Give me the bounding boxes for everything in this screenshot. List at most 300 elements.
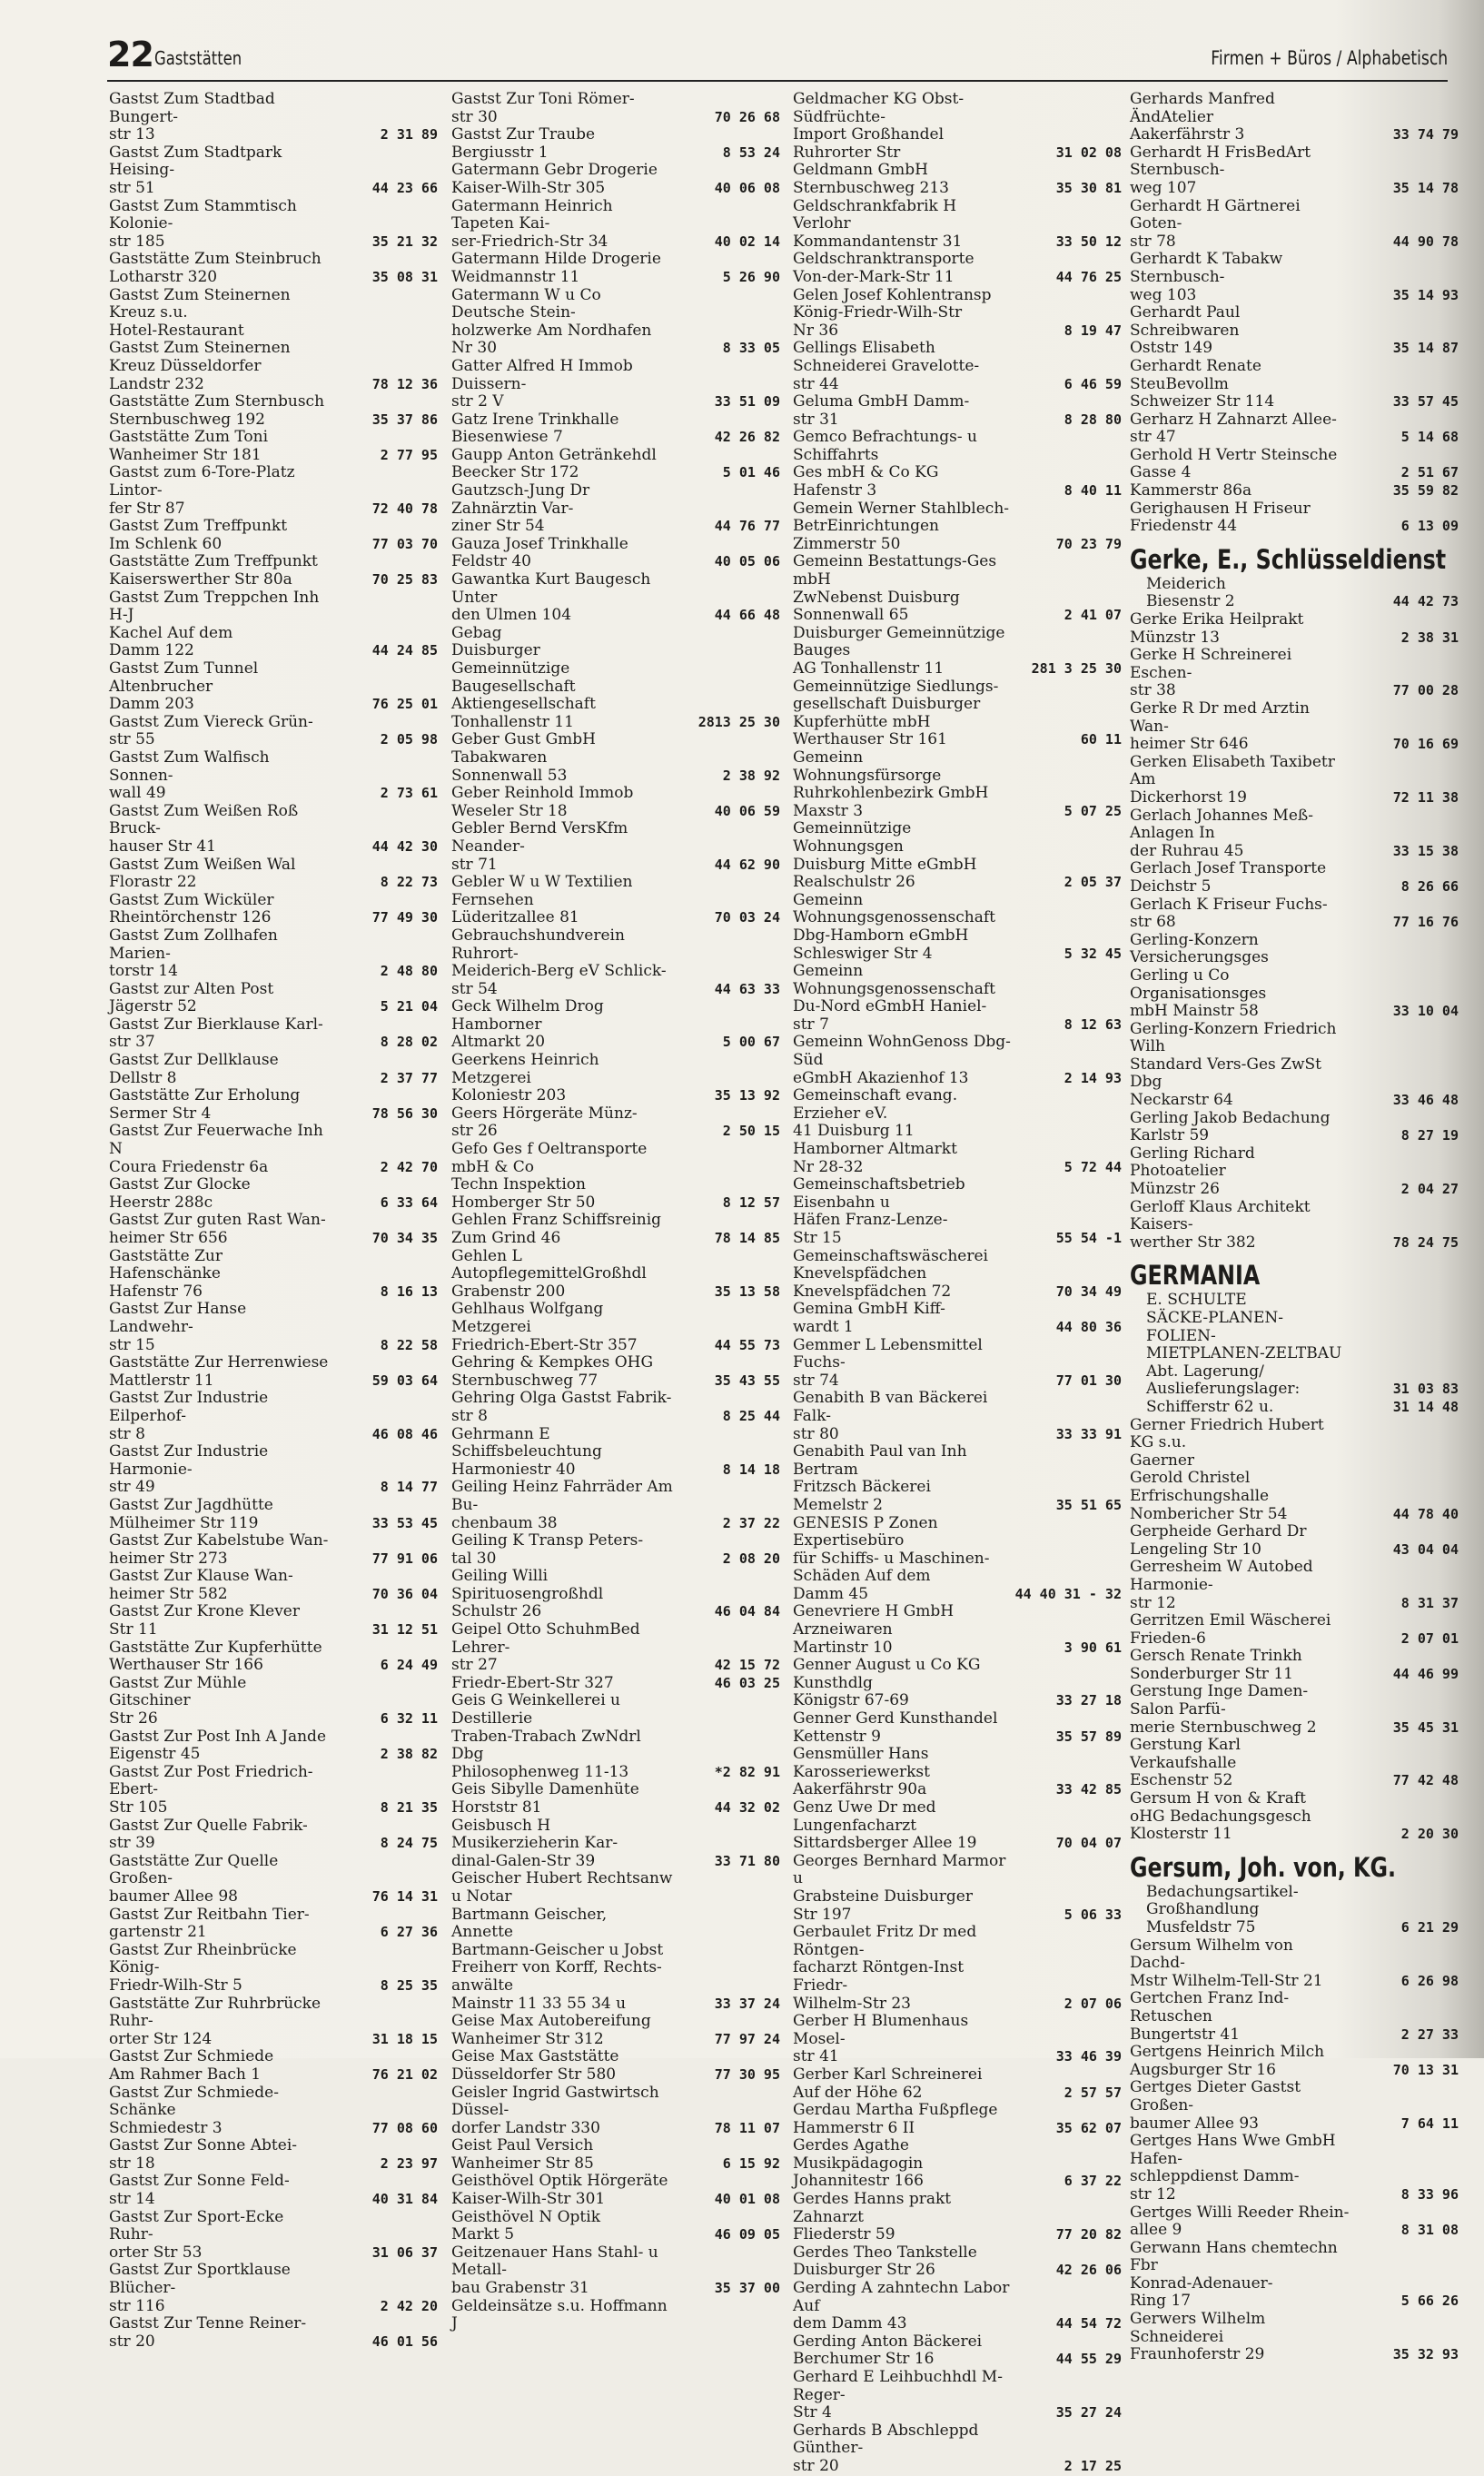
listing-entry bbox=[451, 126, 780, 162]
listing-entry bbox=[109, 1497, 438, 1532]
listing-text: Gerken Elisabeth Taxibetr Am Dickerhorst 19 bbox=[1130, 752, 1335, 807]
phone-number: 5 14 68 bbox=[1400, 429, 1459, 446]
phone-number: 33 46 48 bbox=[1392, 1092, 1459, 1109]
listing-text: Gastst Zur Reitbahn Tier- gartenstr 21 bbox=[109, 1905, 310, 1942]
listing-entry bbox=[109, 1728, 438, 1764]
phone-number: 40 02 14 bbox=[714, 233, 780, 250]
phone-number: 5 01 46 bbox=[722, 464, 780, 481]
listing-entry bbox=[1130, 1790, 1459, 1844]
listing-entry bbox=[793, 963, 1122, 1034]
phone-number: 8 31 37 bbox=[1400, 1594, 1459, 1611]
listing-entry bbox=[793, 1301, 1122, 1336]
phone-number: 77 01 30 bbox=[1055, 1372, 1122, 1389]
page-number: 22 bbox=[107, 35, 153, 74]
listing-entry bbox=[451, 2209, 780, 2244]
listing-text: Geldschrankfabrik H Verlohr Kommandantenstr 31 bbox=[793, 196, 963, 251]
listing-entry bbox=[451, 251, 780, 286]
listing-text: Gerold Christel Erfrischungshalle Nombericher Str 54 bbox=[1130, 1469, 1288, 1523]
phone-number: 44 40 31 - 32 bbox=[1014, 1585, 1122, 1602]
phone-number: 78 24 75 bbox=[1392, 1233, 1459, 1251]
phone-number: 70 36 04 bbox=[371, 1585, 438, 1602]
listing-entry bbox=[793, 1799, 1122, 1853]
phone-number: 44 55 73 bbox=[714, 1336, 780, 1353]
listing-entry bbox=[109, 1390, 438, 1443]
listing-text: Gerdes Agathe Musikpädagogin Johannitestr 166 bbox=[793, 2136, 924, 2191]
phone-number: 2813 25 30 bbox=[697, 713, 780, 730]
listing-entry bbox=[109, 393, 438, 429]
listing-text: Gastst Zur Mühle Gitschiner Str 26 bbox=[109, 1673, 247, 1728]
listing-entry bbox=[793, 1853, 1122, 1924]
listing-text: Geipel Otto SchuhmBed Lehrer- str 27 bbox=[451, 1620, 640, 1675]
listing-entry bbox=[109, 1248, 438, 1302]
listing-text: Gerhardt H Gärtnerei Goten- str 78 bbox=[1130, 196, 1301, 251]
phone-number: 33 46 39 bbox=[1055, 2048, 1122, 2065]
listing-entry bbox=[1130, 144, 1459, 198]
phone-number: *2 82 91 bbox=[714, 1763, 780, 1780]
listing-text: Gastst Zum Steinernen Kreuz Düsseldorfer Landstr 232 bbox=[109, 339, 291, 393]
phone-number: 8 53 24 bbox=[722, 144, 780, 161]
listing-entry bbox=[451, 1479, 780, 1532]
listing-entry bbox=[109, 1603, 438, 1639]
phone-number: 46 08 46 bbox=[371, 1425, 438, 1442]
listing-entry bbox=[1130, 700, 1459, 754]
listing-text: Geck Wilhelm Drog Hamborner Altmarkt 20 bbox=[451, 997, 604, 1052]
listing-entry bbox=[109, 2173, 438, 2208]
listing-text: Gaststätte Zur Quelle Großen- baumer Allee 98 bbox=[109, 1851, 279, 1906]
listing-text: Gastst Zur Feuerwache Inh N Coura Friedenstr 6a bbox=[109, 1122, 323, 1176]
listing-entry bbox=[451, 411, 780, 447]
listing-text: Geiling Heinz Fahrräder Am Bu- chenbaum 38 bbox=[451, 1478, 673, 1532]
phone-number: 31 02 08 bbox=[1055, 144, 1122, 161]
phone-number: 2 04 27 bbox=[1400, 1181, 1459, 1198]
phone-number: 2 73 61 bbox=[380, 785, 438, 802]
listing-entry bbox=[1130, 447, 1459, 482]
phone-number: 33 53 45 bbox=[371, 1514, 438, 1531]
listing-entry bbox=[451, 731, 780, 785]
listing-text: Geise Max Gaststätte Düsseldorfer Str 580 bbox=[451, 2047, 619, 2084]
listing-text: Gastst Zum Weißen Wal Florastr 22 bbox=[109, 855, 296, 892]
listing-entry bbox=[793, 1710, 1122, 1746]
listing-entry bbox=[451, 287, 780, 358]
phone-number: 8 16 13 bbox=[380, 1283, 438, 1300]
listing-text: Gastst Zur Traube Bergiusstr 1 bbox=[451, 125, 596, 162]
phone-number: 6 13 09 bbox=[1400, 518, 1459, 535]
listing-text: Gemeinschaftswäscherei Knevelspfädchen Knevelspfädchen 72 bbox=[793, 1246, 988, 1301]
listing-text: Gertges Hans Wwe GmbH Hafen- schleppdienst Damm- str 12 bbox=[1130, 2132, 1336, 2204]
phone-number: 2 38 92 bbox=[722, 767, 780, 784]
listing-entry bbox=[1130, 2311, 1459, 2364]
phone-number: 35 59 82 bbox=[1392, 482, 1459, 500]
phone-number: 5 32 45 bbox=[1064, 945, 1122, 962]
listing-entry bbox=[451, 162, 780, 197]
listing-entry bbox=[1130, 1612, 1459, 1648]
phone-number: 35 32 93 bbox=[1392, 2346, 1459, 2363]
phone-number: 33 74 79 bbox=[1392, 126, 1459, 144]
phone-number: 8 12 57 bbox=[722, 1193, 780, 1211]
phone-number: 44 55 29 bbox=[1055, 2351, 1122, 2368]
listing-text: Gerke R Dr med Arztin Wan- heimer Str 646 bbox=[1130, 699, 1310, 754]
section-title: Gaststätten bbox=[154, 47, 242, 69]
listing-text: Gerstung Inge Damen-Salon Parfü- merie Sternbuschweg 2 bbox=[1130, 1682, 1317, 1737]
listing-entry bbox=[793, 91, 1122, 162]
phone-number: 44 42 73 bbox=[1392, 593, 1459, 610]
listing-entry bbox=[1130, 1523, 1459, 1559]
phone-number: 78 14 85 bbox=[714, 1230, 780, 1246]
phone-number: 33 33 91 bbox=[1055, 1425, 1122, 1442]
phone-number: 55 54 -1 bbox=[1055, 1230, 1122, 1246]
phone-number: 2 20 30 bbox=[1400, 1826, 1459, 1843]
listing-text: Friedr-Ebert-Str 327 bbox=[451, 1673, 614, 1692]
listing-text: Gastst Zur Tenne Reiner- str 20 bbox=[109, 2314, 307, 2351]
phone-number: 35 13 92 bbox=[714, 1087, 780, 1104]
listing-text: Gersch Renate Trinkh Sonderburger Str 11 bbox=[1130, 1647, 1302, 1683]
listing-text: Gellings Elisabeth Schneiderei Gravelotte- str 44 bbox=[793, 339, 980, 393]
column-4 bbox=[1130, 90, 1459, 2364]
listing-entry bbox=[793, 1515, 1122, 1604]
listing-text: Gerhardt Paul Schreibwaren Oststr 149 bbox=[1130, 303, 1241, 358]
phone-number: 70 26 68 bbox=[714, 108, 780, 125]
listing-text: Gastst zur Alten Post Jägerstr 52 bbox=[109, 979, 274, 1016]
listing-entry bbox=[793, 198, 1122, 252]
listing-entry bbox=[109, 714, 438, 749]
phone-number: 8 31 08 bbox=[1400, 2222, 1459, 2239]
listing-entry bbox=[793, 2244, 1122, 2280]
phone-number: 2 31 89 bbox=[380, 126, 438, 144]
phone-number: 2 17 25 bbox=[1064, 2457, 1122, 2474]
listing-entry bbox=[109, 1907, 438, 1942]
listing-entry bbox=[793, 1176, 1122, 1247]
listing-text: Gerwers Wilhelm Schneiderei Fraunhoferstr 29 bbox=[1130, 2310, 1266, 2364]
listing-entry bbox=[793, 2066, 1122, 2102]
listing-text: Gerber Karl Schreinerei Auf der Höhe 62 bbox=[793, 2065, 983, 2102]
listing-entry bbox=[451, 447, 780, 482]
phone-number: 2 37 77 bbox=[380, 1069, 438, 1086]
listing-text: Gerighausen H Friseur Friedenstr 44 bbox=[1130, 499, 1311, 536]
listing-text: Gastst Zum Steinernen Kreuz s.u. Hotel-Restaurant bbox=[109, 285, 291, 340]
listing-entry bbox=[793, 429, 1122, 500]
phone-number: 33 51 09 bbox=[714, 393, 780, 411]
listing-entry bbox=[451, 1390, 780, 1425]
listing-text: Meiderich Biesenstr 2 bbox=[1146, 574, 1235, 611]
phone-number: 35 30 81 bbox=[1055, 179, 1122, 196]
listing-entry bbox=[1130, 1292, 1459, 1399]
phone-number: 44 62 90 bbox=[714, 856, 780, 873]
phone-number: 35 57 89 bbox=[1055, 1728, 1122, 1745]
listing-entry bbox=[109, 340, 438, 393]
phone-number: 5 07 25 bbox=[1064, 802, 1122, 819]
listing-entry bbox=[109, 1639, 438, 1675]
listing-entry bbox=[1130, 1937, 1459, 1991]
listing-entry bbox=[109, 589, 438, 660]
phone-number: 5 26 90 bbox=[722, 268, 780, 285]
listing-entry bbox=[451, 820, 780, 874]
listing-text: Gaststätte Zur Erholung Sermer Str 4 bbox=[109, 1086, 301, 1123]
listing-text: Gemeinnützige Wohnungsgen Duisburg Mitte eGmbH Realschulstr 26 bbox=[793, 819, 977, 892]
listing-text: Gastst Zur Rheinbrücke König- Friedr-Wilh-Str 5 bbox=[109, 1940, 297, 1995]
phone-number: 44 54 72 bbox=[1055, 2315, 1122, 2332]
listing-text: Gerling-Konzern Versicherungsges Gerling u Co Organisationsges mbH Mainstr 58 bbox=[1130, 930, 1269, 1021]
listing-entry bbox=[109, 1123, 438, 1176]
listing-text: Gastst Zur Kabelstube Wan- heimer Str 273 bbox=[109, 1531, 329, 1568]
phone-number: 77 20 82 bbox=[1055, 2226, 1122, 2243]
phone-number: 70 13 31 bbox=[1392, 2061, 1459, 2078]
listing-text: Gersum H von & Kraft oHG Bedachungsgesch Klosterstr 11 bbox=[1130, 1789, 1311, 1844]
phone-number: 5 06 33 bbox=[1064, 1906, 1122, 1923]
listing-text: Geber Reinhold Immob Weseler Str 18 bbox=[451, 784, 634, 820]
listing-entry bbox=[793, 892, 1122, 963]
phone-number: 44 76 77 bbox=[714, 518, 780, 535]
phone-number: 5 72 44 bbox=[1064, 1158, 1122, 1175]
listing-text: Gastst Zur Klause Wan- heimer Str 582 bbox=[109, 1567, 293, 1603]
listing-text: Geisthövel N Optik Markt 5 bbox=[451, 2207, 600, 2244]
column-3 bbox=[793, 90, 1122, 2475]
listing-text: Gastst Zum Treffpunkt Im Schlenk 60 bbox=[109, 517, 288, 553]
listing-text: Genabith B van Bäckerei Falk- str 80 bbox=[793, 1389, 988, 1443]
listing-entry bbox=[793, 1746, 1122, 1799]
listing-text: Gensmüller Hans Karosseriewerkst Aakerfährstr 90a bbox=[793, 1745, 930, 1799]
listing-text: Geiling K Transp Peters- tal 30 bbox=[451, 1531, 644, 1568]
listing-text: Gastst Zum Tunnel Altenbrucher Damm 203 bbox=[109, 659, 259, 714]
phone-number: 72 11 38 bbox=[1392, 788, 1459, 806]
listing-entry bbox=[109, 981, 438, 1016]
listing-text: Gemeinn Bestattungs-Ges mbH ZwNebenst Duisburg Sonnenwall 65 bbox=[793, 552, 997, 625]
listing-entry bbox=[793, 678, 1122, 749]
phone-number: 33 57 45 bbox=[1392, 393, 1459, 411]
phone-number: 77 08 60 bbox=[371, 2119, 438, 2136]
phone-number: 77 30 95 bbox=[714, 2065, 780, 2083]
listing-entry bbox=[451, 358, 780, 411]
listing-text: Gefo Ges f Oeltransporte mbH & Co Techn Inspektion Homberger Str 50 bbox=[451, 1140, 648, 1212]
listing-entry bbox=[793, 1603, 1122, 1657]
listing-text: Gastst Zum Walfisch Sonnen- wall 49 bbox=[109, 748, 270, 803]
listing-text: Genabith Paul van Inh Bertram Fritzsch Bäckerei Memelstr 2 bbox=[793, 1442, 967, 1514]
phone-number: 44 63 33 bbox=[714, 980, 780, 997]
phone-number: 31 06 37 bbox=[371, 2243, 438, 2261]
listing-entry bbox=[793, 1657, 1122, 1710]
listing-entry bbox=[451, 1248, 780, 1302]
listing-entry bbox=[793, 1924, 1122, 2013]
phone-number: 2 42 20 bbox=[380, 2297, 438, 2314]
phone-number: 8 27 19 bbox=[1400, 1127, 1459, 1144]
listing-text: Geis G Weinkellerei u Destillerie Traben-Trabach ZwNdrl Dbg Philosophenweg 11-13 bbox=[451, 1691, 641, 1781]
listing-entry bbox=[109, 464, 438, 518]
listing-text: Gehlhaus Wolfgang Metzgerei Friedrich-Ebert-Str 357 bbox=[451, 1300, 638, 1354]
listing-entry bbox=[109, 1942, 438, 1996]
phone-number: 42 26 82 bbox=[714, 429, 780, 446]
listing-text: Gerdes Hanns prakt Zahnarzt Fliederstr 59 bbox=[793, 2190, 952, 2244]
listing-entry bbox=[793, 2102, 1122, 2137]
listing-entry bbox=[451, 198, 780, 252]
listing-text: Gaststätte Zur Herrenwiese Mattlerstr 11 bbox=[109, 1353, 329, 1390]
listing-text: Gastst Zur Industrie Eilperhof- str 8 bbox=[109, 1389, 269, 1443]
listing-entry bbox=[1130, 91, 1459, 144]
header-rule bbox=[107, 80, 1448, 82]
listing-text: Gemco Befrachtungs- u Schiffahrts Ges mbH & Co KG Hafenstr 3 bbox=[793, 428, 977, 500]
listing-entry bbox=[1130, 1021, 1459, 1110]
listing-text: Gemeinschaft evang. Erzieher eV. 41 Duisburg 11 Hamborner Altmarkt Nr 28-32 bbox=[793, 1086, 958, 1176]
listing-entry bbox=[793, 1087, 1122, 1176]
listing-text: Gehring & Kempkes OHG Sternbuschweg 77 bbox=[451, 1353, 654, 1390]
listing-entry bbox=[1130, 1470, 1459, 1523]
listing-text: Gertgens Heinrich Milch Augsburger Str 16 bbox=[1130, 2043, 1325, 2079]
listing-text: Gastst Zum Stadtpark Heising- str 51 bbox=[109, 143, 282, 197]
phone-number: 33 50 12 bbox=[1055, 233, 1122, 250]
listing-text: Genner Gerd Kunsthandel Kettenstr 9 bbox=[793, 1709, 998, 1746]
listing-text: Gersum Wilhelm von Dachd- Mstr Wilhelm-Tell-Str 21 bbox=[1130, 1936, 1323, 1990]
phone-number: 40 01 08 bbox=[714, 2191, 780, 2208]
listing-entry bbox=[451, 998, 780, 1052]
listing-entry bbox=[109, 2262, 438, 2315]
listing-entry bbox=[451, 2244, 780, 2298]
listing-entry bbox=[109, 1176, 438, 1212]
phone-number: 8 25 35 bbox=[380, 1976, 438, 1994]
phone-number: 35 51 65 bbox=[1055, 1496, 1122, 1513]
phone-number: 70 23 79 bbox=[1055, 535, 1122, 552]
listing-entry bbox=[1130, 198, 1459, 252]
phone-number: 8 14 77 bbox=[380, 1479, 438, 1496]
listing-entry bbox=[109, 1853, 438, 1907]
listing-text: Gerresheim W Autobed Harmonie- str 12 bbox=[1130, 1558, 1313, 1612]
phone-number: 8 19 47 bbox=[1064, 322, 1122, 339]
phone-number: 70 04 07 bbox=[1055, 1835, 1122, 1852]
listing-text: Geis Sibylle Damenhüte Horststr 81 bbox=[451, 1780, 639, 1817]
listing-text: Gastst Zur Sportklause Blücher- str 116 bbox=[109, 2261, 291, 2315]
listing-entry bbox=[109, 1443, 438, 1497]
listing-entry bbox=[1130, 1145, 1459, 1199]
phone-number: 70 25 83 bbox=[371, 571, 438, 589]
phone-number: 8 21 35 bbox=[380, 1799, 438, 1816]
phone-number: 40 06 08 bbox=[714, 179, 780, 196]
listing-entry bbox=[109, 892, 438, 927]
listing-entry bbox=[109, 1675, 438, 1728]
phone-number: 6 24 49 bbox=[380, 1657, 438, 1674]
listing-text: Gerding A zahntechn Labor Auf dem Damm 43 bbox=[793, 2279, 1010, 2333]
listing-entry bbox=[109, 91, 438, 144]
listing-text: Gastst Zum Zollhafen Marien- torstr 14 bbox=[109, 926, 278, 981]
listing-text: Gebler W u W Textilien Fernsehen Lüderitzallee 81 bbox=[451, 873, 633, 927]
phone-number: 8 33 96 bbox=[1400, 2185, 1459, 2203]
phone-number: 35 43 55 bbox=[714, 1372, 780, 1389]
listing-entry bbox=[109, 429, 438, 464]
listing-text: Gebag Duisburger Gemeinnützige Baugesellschaft Aktiengesellschaft Tonhallenstr 11 bbox=[451, 623, 596, 731]
phone-number: 8 40 11 bbox=[1064, 482, 1122, 500]
listing-entry bbox=[109, 251, 438, 286]
phone-number: 44 66 48 bbox=[714, 607, 780, 624]
listing-text: Gaststätte Zum Sternbusch Sternbuschweg 192 bbox=[109, 392, 325, 429]
phone-number: 6 32 11 bbox=[380, 1710, 438, 1728]
listing-text: Gehrmann E Schiffsbeleuchtung Harmoniestr 40 bbox=[451, 1424, 602, 1479]
listing-text: Geber Gust GmbH Tabakwaren Sonnenwall 53 bbox=[451, 730, 597, 785]
listing-text: Gastst Zur Sonne Feld- str 14 bbox=[109, 2172, 290, 2209]
listing-entry bbox=[793, 251, 1122, 286]
phone-number: 2 41 07 bbox=[1064, 607, 1122, 624]
phone-number: 35 37 86 bbox=[371, 411, 438, 428]
listing-text: Geers Hörgeräte Münz- str 26 bbox=[451, 1104, 638, 1141]
listing-text: Gastst Zum Weißen Roß Bruck- hauser Str 41 bbox=[109, 801, 299, 856]
phone-number: 6 26 98 bbox=[1400, 1972, 1459, 1989]
listing-text: Gaststätte Zur Kupferhütte Werthauser Str 166 bbox=[109, 1638, 322, 1675]
phone-number: 2 07 01 bbox=[1400, 1629, 1459, 1647]
listing-text: Gertges Dieter Gastst Großen- baumer Allee 93 bbox=[1130, 2078, 1301, 2133]
column-1 bbox=[109, 90, 438, 2351]
phone-number: 42 26 06 bbox=[1055, 2262, 1122, 2279]
phone-number: 35 37 00 bbox=[714, 2280, 780, 2297]
listing-entry bbox=[793, 1248, 1122, 1302]
listing-text: Geitzenauer Hans Stahl- u Metall- bau Grabenstr 31 bbox=[451, 2243, 658, 2298]
phone-number: 40 05 06 bbox=[714, 553, 780, 570]
listing-text: Gastst Zur Dellklause Dellstr 8 bbox=[109, 1051, 279, 1087]
listing-text: GENESIS P Zonen Expertisebüro für Schiffs- u Maschinen- Schäden Auf dem Damm 45 bbox=[793, 1513, 990, 1603]
phone-number: 44 80 36 bbox=[1055, 1318, 1122, 1335]
listing-text: Gaststätte Zur Ruhrbrücke Ruhr- orter Str 124 bbox=[109, 1994, 322, 2048]
listing-entry bbox=[1130, 1990, 1459, 2044]
listing-text: Gerhards B Abschleppd Günther- str 20 bbox=[793, 2421, 979, 2475]
listing-text: Geisbusch H Musikerzieherin Kar- dinal-Galen-Str 39 bbox=[451, 1816, 618, 1870]
phone-number: 2 27 33 bbox=[1400, 2025, 1459, 2043]
listing-entry bbox=[1130, 482, 1459, 500]
listing-text: Gerhardt Renate SteuBevollm Schweizer Str 114 bbox=[1130, 356, 1275, 411]
phone-number: 44 32 02 bbox=[714, 1799, 780, 1816]
listing-entry bbox=[109, 2137, 438, 2173]
listing-entry bbox=[1130, 576, 1459, 611]
phone-number: 2 05 37 bbox=[1064, 874, 1122, 891]
phone-number: 8 22 73 bbox=[380, 874, 438, 891]
listing-entry bbox=[109, 2209, 438, 2263]
listing-entry bbox=[793, 500, 1122, 554]
listing-entry bbox=[109, 198, 438, 252]
listing-text: Gerling Richard Photoatelier Münzstr 26 bbox=[1130, 1144, 1255, 1199]
listing-text: Gemein Werner Stahlblech- BetrEinrichtungen Zimmerstr 50 bbox=[793, 499, 1010, 553]
listing-entry bbox=[109, 518, 438, 553]
phone-number: 8 28 80 bbox=[1064, 411, 1122, 428]
phone-number: 35 14 87 bbox=[1392, 340, 1459, 357]
phone-number: 6 37 22 bbox=[1064, 2173, 1122, 2190]
listing-text: Gerhold H Vertr Steinsche Gasse 4 bbox=[1130, 445, 1338, 482]
listing-text: Geldschranktransporte Von-der-Mark-Str 11 bbox=[793, 250, 974, 286]
phone-number: 42 15 72 bbox=[714, 1657, 780, 1674]
listing-text: Gemmer L Lebensmittel Fuchs- str 74 bbox=[793, 1335, 983, 1390]
listing-text: Gemeinn Wohnungsfürsorge Ruhrkohlenbezirk GmbH Maxstr 3 bbox=[793, 748, 989, 820]
listing-text: Gebrauchshundverein Ruhrort- Meiderich-Berg eV Schlick- str 54 bbox=[451, 926, 667, 998]
phone-number: 46 03 25 bbox=[714, 1674, 780, 1691]
listing-text: Gastst Zum Viereck Grün- str 55 bbox=[109, 712, 313, 749]
phone-number: 40 31 84 bbox=[371, 2191, 438, 2208]
listing-entry bbox=[1130, 932, 1459, 1021]
phone-number: 8 12 63 bbox=[1064, 1015, 1122, 1033]
phone-number: 44 78 40 bbox=[1392, 1505, 1459, 1522]
phone-number: 77 03 70 bbox=[371, 535, 438, 552]
phone-number: 3 90 61 bbox=[1064, 1639, 1122, 1656]
listing-entry bbox=[1130, 611, 1459, 647]
listing-entry bbox=[1130, 754, 1459, 807]
listing-entry bbox=[109, 1016, 438, 1052]
phone-number: 35 21 32 bbox=[371, 233, 438, 250]
listing-text: Geisthövel Optik Hörgeräte Kaiser-Wilh-Str 301 bbox=[451, 2172, 668, 2209]
phone-number: 35 14 93 bbox=[1392, 286, 1459, 303]
phone-number: 31 18 15 bbox=[371, 2030, 438, 2047]
listing-entry bbox=[451, 1621, 780, 1675]
listing-entry bbox=[451, 2013, 780, 2048]
listing-text: Gastst Zur Schmiede Am Rahmer Bach 1 bbox=[109, 2047, 274, 2084]
phone-number: 43 04 04 bbox=[1392, 1540, 1459, 1558]
listing-text: Geischer Hubert Rechtsanw u Notar Bartmann Geischer, Annette Bartmann-Geischer u Jobst Freiherr von Korff, Rechts- anwälte Mainstr 11 33 55 34 u bbox=[451, 1869, 673, 2013]
listing-text: Gerber H Blumenhaus Mosel- str 41 bbox=[793, 2012, 969, 2066]
listing-entry bbox=[1130, 1683, 1459, 1737]
phone-number: 35 13 58 bbox=[714, 1283, 780, 1300]
phone-number: 2 50 15 bbox=[722, 1123, 780, 1140]
phone-number: 5 21 04 bbox=[380, 998, 438, 1015]
phone-number: 2 42 70 bbox=[380, 1158, 438, 1175]
